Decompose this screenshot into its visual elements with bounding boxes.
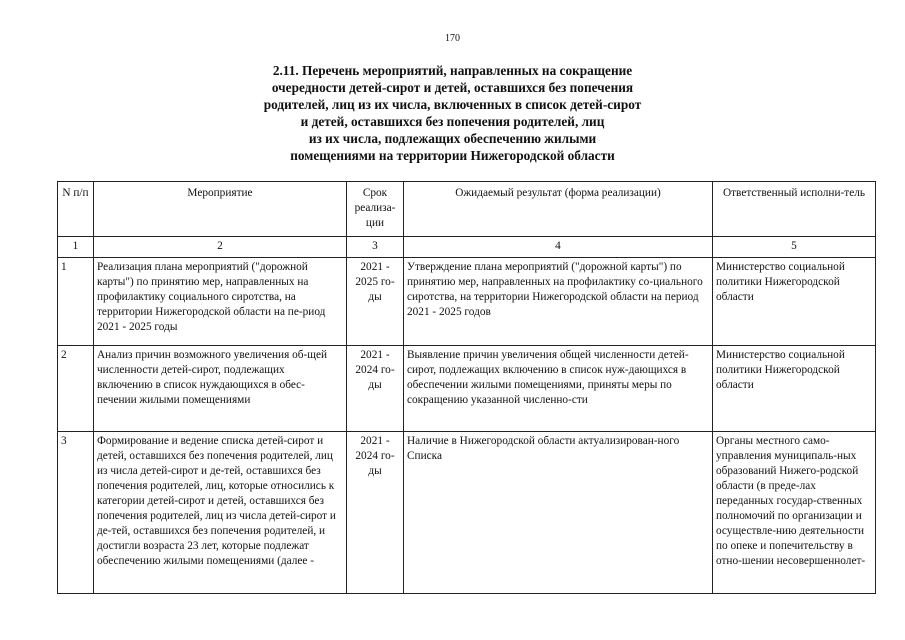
title-line: из их числа, подлежащих обеспечению жилыми [308, 131, 597, 146]
row-term: 2021 - 2024 го-ды [347, 346, 404, 432]
row-term: 2021 - 2024 го-ды [347, 432, 404, 594]
table-row [58, 346, 876, 432]
row-term: 2021 - 2025 го-ды [347, 258, 404, 346]
table-row [58, 258, 876, 346]
title-line: очередности детей-сирот и детей, оставшихся без попечения [271, 80, 634, 95]
column-number: 1 [58, 237, 94, 258]
row-event: Реализация плана мероприятий ("дорожной карты") по принятию мер, направленных на профилактику социального сиротства, на территории Нижегородской области на пе-риод 2021 - 2025 годы [94, 258, 347, 346]
title-line: и детей, оставшихся без попечения родителей, лиц [300, 114, 605, 129]
page-number: 170 [445, 33, 460, 44]
row-responsible: Министерство социальной политики Нижегородской области [713, 346, 876, 432]
title-line: 2.11. Перечень мероприятий, направленных на сокращение [272, 63, 633, 78]
row-result: Утверждение плана мероприятий ("дорожной карты") по принятию мер, направленных на профилактику со-циального сиротства, на территории Нижегородской области на период 2021 - 2025 годов [404, 258, 713, 346]
row-num: 3 [58, 432, 94, 594]
row-num: 2 [58, 346, 94, 432]
column-number: 4 [404, 237, 713, 258]
row-event: Анализ причин возможного увеличения об-щей численности детей-сирот, подлежащих включению в список нуждающихся в обес-печении жилыми помещениями [94, 346, 347, 432]
column-number: 5 [713, 237, 876, 258]
row-event: Формирование и ведение списка детей-сирот и детей, оставшихся без попечения родителей, лиц из числа детей-сирот и де-тей, оставшихся без попечения родителей, лиц, которые относились к категории детей-сирот и детей, оставшихся без попечения родителей, лиц из числа детей-сирот и де-тей, оставшихся без попечения родителей, и достигли возраста 23 лет, которые подлежат обеспечению жилыми помещениями (далее - [94, 432, 347, 594]
document-title [180, 62, 725, 164]
row-num: 1 [58, 258, 94, 346]
header-responsible: Ответственный исполни-тель [713, 182, 876, 237]
header-term: Срок реализа-ции [347, 182, 404, 237]
column-number-row [58, 237, 876, 258]
table-row [58, 432, 876, 594]
header-num: N п/п [58, 182, 94, 237]
row-responsible: Органы местного само-управления муниципаль-ных образований Нижего-родской области (в преде-лах переданных государ-ственных полномочий по организации и осуществле-нию деятельности по опеке и попечительству в отно-шении несовершеннолет- [713, 432, 876, 594]
row-result: Наличие в Нижегородской области актуализирован-ного Списка [404, 432, 713, 594]
column-number: 3 [347, 237, 404, 258]
row-result: Выявление причин увеличения общей численности детей-сирот, подлежащих включению в список нуж-дающихся в обеспечении жилыми помещениями, приняты меры по сокращению указанной численно-сти [404, 346, 713, 432]
title-line: родителей, лиц из их числа, включенных в список детей-сирот [263, 97, 642, 112]
measures-table [57, 181, 876, 594]
title-line: помещениями на территории Нижегородской области [290, 148, 615, 163]
header-result: Ожидаемый результат (форма реализации) [404, 182, 713, 237]
table-header-row [58, 182, 876, 237]
row-responsible: Министерство социальной политики Нижегородской области [713, 258, 876, 346]
column-number: 2 [94, 237, 347, 258]
header-event: Мероприятие [94, 182, 347, 237]
